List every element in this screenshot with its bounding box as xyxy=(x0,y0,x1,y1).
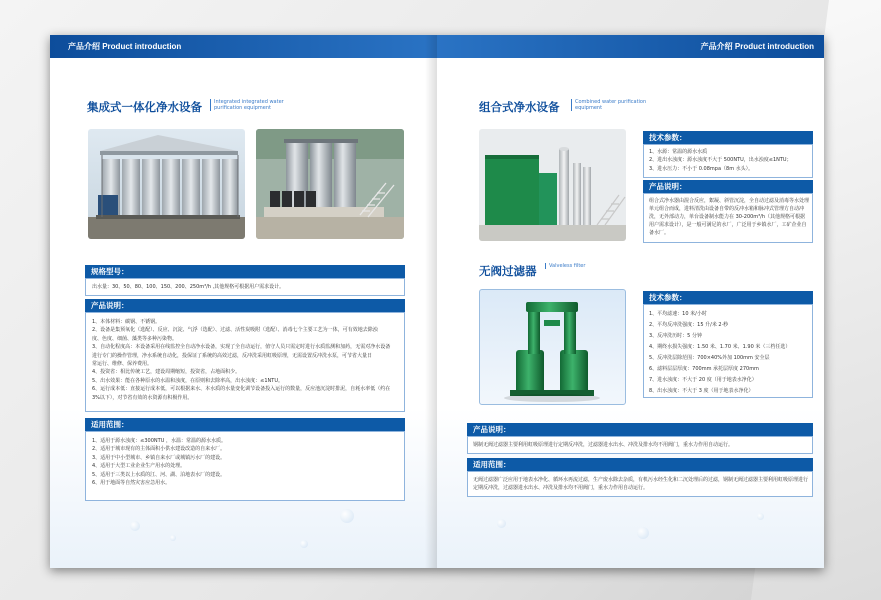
tech-param-line: 1、平均滤速：10 米/小时 xyxy=(649,311,707,317)
description-box xyxy=(85,312,405,412)
right-page-header xyxy=(437,35,824,58)
usage-list xyxy=(92,437,226,487)
brochure-spread xyxy=(50,35,824,568)
tech-param-line: 5、反冲洗层除范围：700×40%外加 100mm 安全层 xyxy=(649,355,770,361)
valveless-filter-photo xyxy=(479,289,626,405)
description-heading-combined: 产品说明： xyxy=(643,180,813,193)
tech-param-line: 1、水源：常温的源水水质 xyxy=(649,149,708,155)
tech-params-box-combined xyxy=(643,144,813,178)
description-text-combined: 组合式净水器由混合反应，絮凝、斜管沉淀，全自动过滤及消毒等水处理单元组合而成，进料清洗由设备自带的反冲水箱和脉冲式管理方自动冲洗，无外部动力，单台设备制水能力在 30-200m³/h（其他规格可根据用户需求设计），是一般可满足的水厂，广泛用于乡镇水厂，工矿企业自备水厂。 xyxy=(649,198,810,236)
usage-line: 1、适用于源水浊度：≤300NTU ，水温：常温的源水水质。 xyxy=(92,438,226,444)
description-list xyxy=(92,318,390,402)
right-page xyxy=(437,35,824,568)
tech-params-list-combined xyxy=(649,148,792,173)
product-title-combined: 组合式净水设备 xyxy=(479,100,560,114)
description-box-valveless xyxy=(467,436,813,454)
usage-text-valveless: 无阀过滤器广泛应用于地表水净化、循环水再流过滤，生产废水除去杂质，有机污水经生化和二沉处理后的过滤，钢制无阀过滤器主要利用虹吸原理进行定期反冲洗，过滤器进水出水、冲洗及排水均不用阀门，重水力作用自动运行。 xyxy=(473,477,809,491)
tech-param-line: 2、平均反冲洗强度：15 升/米 2·秒 xyxy=(649,322,729,328)
header-title: 产品介绍 Product introduction xyxy=(700,42,814,51)
description-line: 3%以下），对节省有效的水资源有积极作用。 xyxy=(92,394,193,401)
description-line: 1、本体材料：碳钢、不锈钢。 xyxy=(92,319,161,325)
usage-line: 3、适用于中小型城市、乡镇自来水厂或城镇污水厂的建设。 xyxy=(92,454,226,461)
tech-param-line: 4、期终水损失强度：1.50 米、1.70 米、1.90 米（三档任选） xyxy=(649,344,791,350)
decorative-bubble xyxy=(130,521,140,531)
description-line: 常运行、维修、保养费用。 xyxy=(92,361,153,368)
spec-text: 出水量：30、50、80、100、150、200、250m³/h ,其他规格可根据用户需求设计。 xyxy=(92,284,285,290)
usage-box-valveless xyxy=(467,471,813,497)
integrated-equipment-photo-1 xyxy=(88,129,245,239)
tech-param-line: 6、滤料层层厚度：700mm 承托层厚度 270mm xyxy=(649,366,759,372)
description-line: 4、投资省：相比传统工艺，建设周期缩短，投资省，占地面积少。 xyxy=(92,369,241,376)
tech-param-line: 3、反冲洗历时：5 分钟 xyxy=(649,333,702,339)
left-page-header xyxy=(50,35,437,58)
tech-params-list-valveless xyxy=(649,309,790,397)
usage-heading-valveless: 适用范围： xyxy=(467,458,813,471)
header-title: 产品介绍 Product introduction xyxy=(68,42,182,51)
usage-line: 4、适用于大型工业企业生产用水的处理。 xyxy=(92,463,186,470)
description-heading-valveless: 产品说明： xyxy=(467,423,813,436)
description-box-combined xyxy=(643,193,813,243)
description-heading: 产品说明： xyxy=(85,299,405,312)
usage-line: 5、适用于三类以上水质的江、河、湖、泊地表水厂的建设。 xyxy=(92,471,226,478)
spec-heading: 规格型号： xyxy=(85,265,405,278)
description-line: 度、色度、细菌、藻类等多种污染物。 xyxy=(92,335,178,342)
usage-box xyxy=(85,431,405,501)
decorative-bubble xyxy=(170,535,176,541)
tech-params-box-valveless xyxy=(643,304,813,398)
tech-param-line: 8、出水浊度：不大于 3 度（用于地表水净化） xyxy=(649,388,754,394)
description-line: 2、设备是集预氧化（选配）、反应、沉淀、气浮（选配）、过滤、活性炭吸附（选配）、消毒七个主要工艺为一体，可有效地去除浊 xyxy=(92,327,378,334)
decorative-bubble xyxy=(497,519,506,528)
usage-heading: 适用范围： xyxy=(85,418,405,431)
decorative-bubble xyxy=(340,509,354,523)
tech-params-heading-valveless: 技术参数： xyxy=(643,291,813,304)
description-line: 3、自动化程度高：本设备采用在线监控全自动净水设备，实现了全自动运行，值守人员只需定时进行水质监测和加药，无需对净水设备 xyxy=(92,344,391,351)
decorative-bubble xyxy=(637,527,649,539)
tech-param-line: 3、进水压力：不小于 0.08mpa（8m 水头）。 xyxy=(649,165,754,172)
spec-box xyxy=(85,278,405,296)
product-subtitle-integrated: Integrated integrated water purification equipment xyxy=(210,99,294,111)
description-line: 5、出水效果：能在各种原水的水温和浊度，在原则和去除率高，出水浊度：≤1NTU。 xyxy=(92,377,284,384)
decorative-bubble xyxy=(757,513,764,520)
decorative-bubble xyxy=(300,540,308,548)
integrated-equipment-photo-2 xyxy=(256,129,404,239)
product-subtitle-valveless: Valveless filter xyxy=(545,263,589,269)
tech-params-heading-combined: 技术参数： xyxy=(643,131,813,144)
tech-param-line: 7、进水浊度：不大于 20 度（用于地表水净化） xyxy=(649,377,757,383)
combined-equipment-photo xyxy=(479,129,626,241)
tech-param-line: 2、进出水浊度：源水浊度不大于 500NTU，出水浊度≤1NTU； xyxy=(649,157,792,164)
usage-line: 6、用于地面等自然灾害应急用水。 xyxy=(92,480,171,487)
description-line: 6、运行成本低：直接运行成本低，可以根据来水、本水质的水量变化调节设备投入运行的数量，反应池沉淀时排泥，自耗水率低（约在 xyxy=(92,386,391,393)
description-line: 进行专门的操作管理，净水系统自动化，投保证了系统的高效过滤，反冲洗采用虹吸原理，无需设置反冲洗水泵，可节省大量日 xyxy=(92,352,373,359)
product-title-valveless: 无阀过滤器 xyxy=(479,264,537,278)
usage-line: 2、适用于城市现有的主体面积小供水建设改造的自来水厂。 xyxy=(92,446,226,453)
left-page xyxy=(50,35,437,568)
description-text-valveless: 钢制无阀过滤器主要利用虹吸原理进行定期反冲洗，过滤器进水出水、冲洗及排水均不用阀门，重水力作用自动运行。 xyxy=(473,442,734,448)
product-title-integrated: 集成式一体化净水设备 xyxy=(87,100,202,114)
product-subtitle-combined: Combined water purification equipment xyxy=(571,99,653,111)
